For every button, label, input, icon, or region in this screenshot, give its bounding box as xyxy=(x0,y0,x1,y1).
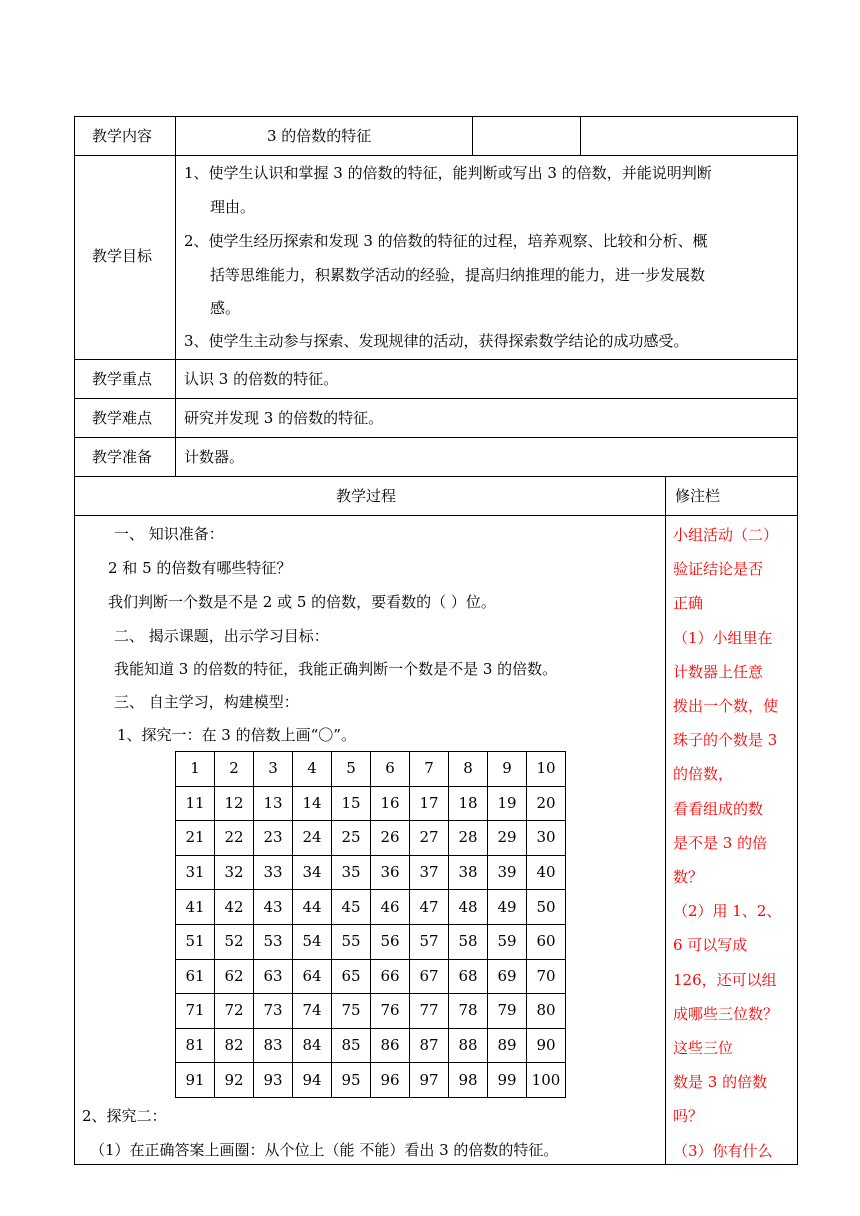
grid-row xyxy=(176,1028,566,1063)
table-border-left xyxy=(74,116,75,1165)
note-line: 是不是 3 的倍 xyxy=(673,833,768,852)
grid-cell: 2 xyxy=(215,752,254,787)
grid-cell: 99 xyxy=(488,1063,527,1098)
grid-cell: 94 xyxy=(293,1063,332,1098)
grid-cell: 73 xyxy=(254,994,293,1029)
note-line: 计数器上任意 xyxy=(673,662,764,681)
note-line: （2）用 1、2、 xyxy=(673,902,782,921)
grid-cell: 14 xyxy=(293,786,332,821)
table-border xyxy=(74,155,798,156)
objective-line: 感。 xyxy=(210,299,241,317)
grid-cell: 64 xyxy=(293,959,332,994)
grid-cell: 93 xyxy=(254,1063,293,1098)
table-border xyxy=(665,476,666,1165)
process-line: 2 和 5 的倍数有哪些特征？ xyxy=(108,559,292,577)
grid-cell: 40 xyxy=(527,855,566,890)
table-border xyxy=(74,398,798,399)
grid-cell: 60 xyxy=(527,924,566,959)
note-line: 数？ xyxy=(673,868,704,886)
note-line: 正确 xyxy=(673,594,704,613)
grid-cell: 36 xyxy=(371,855,410,890)
grid-cell: 12 xyxy=(215,786,254,821)
grid-cell: 63 xyxy=(254,959,293,994)
table-border xyxy=(74,437,798,438)
grid-cell: 54 xyxy=(293,924,332,959)
note-line: （3）你有什么 xyxy=(673,1141,773,1160)
preparation-label: 教学准备 xyxy=(92,448,153,466)
note-line: 看看组成的数 xyxy=(673,799,764,818)
process-line: 一、 知识准备： xyxy=(114,525,224,543)
note-line: 的倍数， xyxy=(673,765,734,784)
table-border xyxy=(74,515,798,516)
grid-cell: 23 xyxy=(254,821,293,856)
grid-cell: 71 xyxy=(176,994,215,1029)
grid-cell: 4 xyxy=(293,752,332,787)
grid-cell: 58 xyxy=(449,924,488,959)
grid-cell: 62 xyxy=(215,959,254,994)
grid-cell: 81 xyxy=(176,1028,215,1063)
grid-cell: 9 xyxy=(488,752,527,787)
grid-cell: 16 xyxy=(371,786,410,821)
grid-cell: 52 xyxy=(215,924,254,959)
grid-cell: 11 xyxy=(176,786,215,821)
grid-cell: 28 xyxy=(449,821,488,856)
grid-cell: 53 xyxy=(254,924,293,959)
grid-cell: 15 xyxy=(332,786,371,821)
notes-header: 修注栏 xyxy=(675,487,721,505)
grid-row xyxy=(176,959,566,994)
grid-row xyxy=(176,786,566,821)
process-line: （1）在正确答案上画圈：从个位上（能 不能）看出 3 的倍数的特征。 xyxy=(90,1141,559,1159)
note-line: 126，还可以组 xyxy=(673,970,777,989)
key-point-label: 教学重点 xyxy=(92,370,153,388)
grid-cell: 76 xyxy=(371,994,410,1029)
grid-cell: 3 xyxy=(254,752,293,787)
grid-cell: 100 xyxy=(527,1063,566,1098)
grid-cell: 75 xyxy=(332,994,371,1029)
grid-cell: 98 xyxy=(449,1063,488,1098)
grid-cell: 59 xyxy=(488,924,527,959)
note-line: 珠子的个数是 3 xyxy=(673,731,778,750)
table-border xyxy=(74,359,798,360)
grid-row xyxy=(176,821,566,856)
grid-cell: 19 xyxy=(488,786,527,821)
note-line: 成哪些三位数？ xyxy=(673,1004,779,1023)
grid-cell: 79 xyxy=(488,994,527,1029)
content-label: 教学内容 xyxy=(92,127,153,145)
note-line: 6 可以写成 xyxy=(673,936,748,955)
grid-cell: 38 xyxy=(449,855,488,890)
grid-cell: 8 xyxy=(449,752,488,787)
process-line: 二、 揭示课题，出示学习目标： xyxy=(114,627,329,645)
difficulty-value: 研究并发现 3 的倍数的特征。 xyxy=(184,409,384,427)
key-point-value: 认识 3 的倍数的特征。 xyxy=(184,370,339,388)
grid-cell: 84 xyxy=(293,1028,332,1063)
grid-cell: 80 xyxy=(527,994,566,1029)
grid-cell: 86 xyxy=(371,1028,410,1063)
grid-cell: 46 xyxy=(371,890,410,925)
lesson-title: 3 的倍数的特征 xyxy=(267,127,372,145)
grid-cell: 6 xyxy=(371,752,410,787)
grid-cell: 74 xyxy=(293,994,332,1029)
grid-row xyxy=(176,924,566,959)
grid-cell: 7 xyxy=(410,752,449,787)
grid-cell: 92 xyxy=(215,1063,254,1098)
grid-cell: 78 xyxy=(449,994,488,1029)
grid-cell: 33 xyxy=(254,855,293,890)
grid-cell: 45 xyxy=(332,890,371,925)
grid-cell: 43 xyxy=(254,890,293,925)
grid-cell: 5 xyxy=(332,752,371,787)
grid-cell: 18 xyxy=(449,786,488,821)
grid-cell: 27 xyxy=(410,821,449,856)
grid-cell: 61 xyxy=(176,959,215,994)
grid-cell: 95 xyxy=(332,1063,371,1098)
grid-cell: 32 xyxy=(215,855,254,890)
grid-cell: 91 xyxy=(176,1063,215,1098)
preparation-value: 计数器。 xyxy=(184,448,245,466)
grid-cell: 66 xyxy=(371,959,410,994)
process-header: 教学过程 xyxy=(336,487,397,505)
process-line: 1、探究一：在 3 的倍数上画“〇”。 xyxy=(117,726,356,744)
grid-row xyxy=(176,752,566,787)
note-line: 数是 3 的倍数 xyxy=(673,1073,768,1092)
note-line: 吗？ xyxy=(673,1107,704,1126)
objective-line: 括等思维能力，积累数学活动的经验，提高归纳推理的能力，进一步发展数 xyxy=(210,266,706,284)
grid-cell: 34 xyxy=(293,855,332,890)
grid-cell: 37 xyxy=(410,855,449,890)
process-line: 我们判断一个数是不是 2 或 5 的倍数，要看数的（ ）位。 xyxy=(108,593,496,611)
grid-cell: 26 xyxy=(371,821,410,856)
grid-cell: 21 xyxy=(176,821,215,856)
grid-cell: 77 xyxy=(410,994,449,1029)
grid-cell: 87 xyxy=(410,1028,449,1063)
grid-row xyxy=(176,1063,566,1098)
grid-cell: 67 xyxy=(410,959,449,994)
objective-line: 3、使学生主动参与探索、发现规律的活动，获得探索数学结论的成功感受。 xyxy=(184,332,689,350)
grid-cell: 17 xyxy=(410,786,449,821)
grid-cell: 30 xyxy=(527,821,566,856)
process-line: 三、 自主学习，构建模型： xyxy=(114,693,299,711)
grid-cell: 31 xyxy=(176,855,215,890)
grid-cell: 56 xyxy=(371,924,410,959)
note-line: 这些三位 xyxy=(673,1039,734,1057)
grid-cell: 51 xyxy=(176,924,215,959)
grid-cell: 24 xyxy=(293,821,332,856)
grid-cell: 70 xyxy=(527,959,566,994)
objective-line: 2、使学生经历探索和发现 3 的倍数的特征的过程，培养观察、比较和分析、概 xyxy=(184,232,708,250)
grid-cell: 49 xyxy=(488,890,527,925)
grid-row xyxy=(176,994,566,1029)
grid-cell: 29 xyxy=(488,821,527,856)
grid-cell: 96 xyxy=(371,1063,410,1098)
grid-row xyxy=(176,890,566,925)
grid-cell: 88 xyxy=(449,1028,488,1063)
grid-cell: 89 xyxy=(488,1028,527,1063)
grid-cell: 35 xyxy=(332,855,371,890)
grid-cell: 39 xyxy=(488,855,527,890)
grid-cell: 65 xyxy=(332,959,371,994)
grid-cell: 68 xyxy=(449,959,488,994)
grid-cell: 55 xyxy=(332,924,371,959)
note-line: 小组活动（二） xyxy=(673,526,779,544)
grid-cell: 69 xyxy=(488,959,527,994)
grid-cell: 44 xyxy=(293,890,332,925)
difficulty-label: 教学难点 xyxy=(92,409,153,427)
grid-cell: 82 xyxy=(215,1028,254,1063)
grid-cell: 1 xyxy=(176,752,215,787)
number-grid xyxy=(175,751,566,1098)
grid-cell: 83 xyxy=(254,1028,293,1063)
grid-cell: 25 xyxy=(332,821,371,856)
grid-cell: 97 xyxy=(410,1063,449,1098)
note-line: 验证结论是否 xyxy=(673,560,764,579)
grid-cell: 50 xyxy=(527,890,566,925)
grid-cell: 10 xyxy=(527,752,566,787)
grid-cell: 42 xyxy=(215,890,254,925)
grid-cell: 85 xyxy=(332,1028,371,1063)
process-line: 我能知道 3 的倍数的特征，我能正确判断一个数是不是 3 的倍数。 xyxy=(114,660,558,678)
grid-cell: 72 xyxy=(215,994,254,1029)
table-border xyxy=(580,116,581,155)
objective-line: 1、使学生认识和掌握 3 的倍数的特征，能判断或写出 3 的倍数，并能说明判断 xyxy=(184,164,712,182)
grid-cell: 57 xyxy=(410,924,449,959)
table-border-right xyxy=(797,116,798,1165)
grid-cell: 41 xyxy=(176,890,215,925)
grid-cell: 47 xyxy=(410,890,449,925)
grid-cell: 13 xyxy=(254,786,293,821)
grid-cell: 20 xyxy=(527,786,566,821)
note-line: 拨出一个数，使 xyxy=(673,697,779,715)
objectives-label: 教学目标 xyxy=(92,247,153,265)
grid-row xyxy=(176,855,566,890)
table-border xyxy=(175,116,176,476)
grid-cell: 48 xyxy=(449,890,488,925)
process-line: 2、探究二： xyxy=(82,1107,167,1125)
grid-cell: 90 xyxy=(527,1028,566,1063)
table-border-bottom xyxy=(74,1164,798,1165)
grid-cell: 22 xyxy=(215,821,254,856)
table-border-top xyxy=(74,116,798,117)
table-border xyxy=(472,116,473,155)
note-line: （1）小组里在 xyxy=(673,628,773,647)
table-border xyxy=(74,476,798,477)
objective-line: 理由。 xyxy=(210,198,256,216)
